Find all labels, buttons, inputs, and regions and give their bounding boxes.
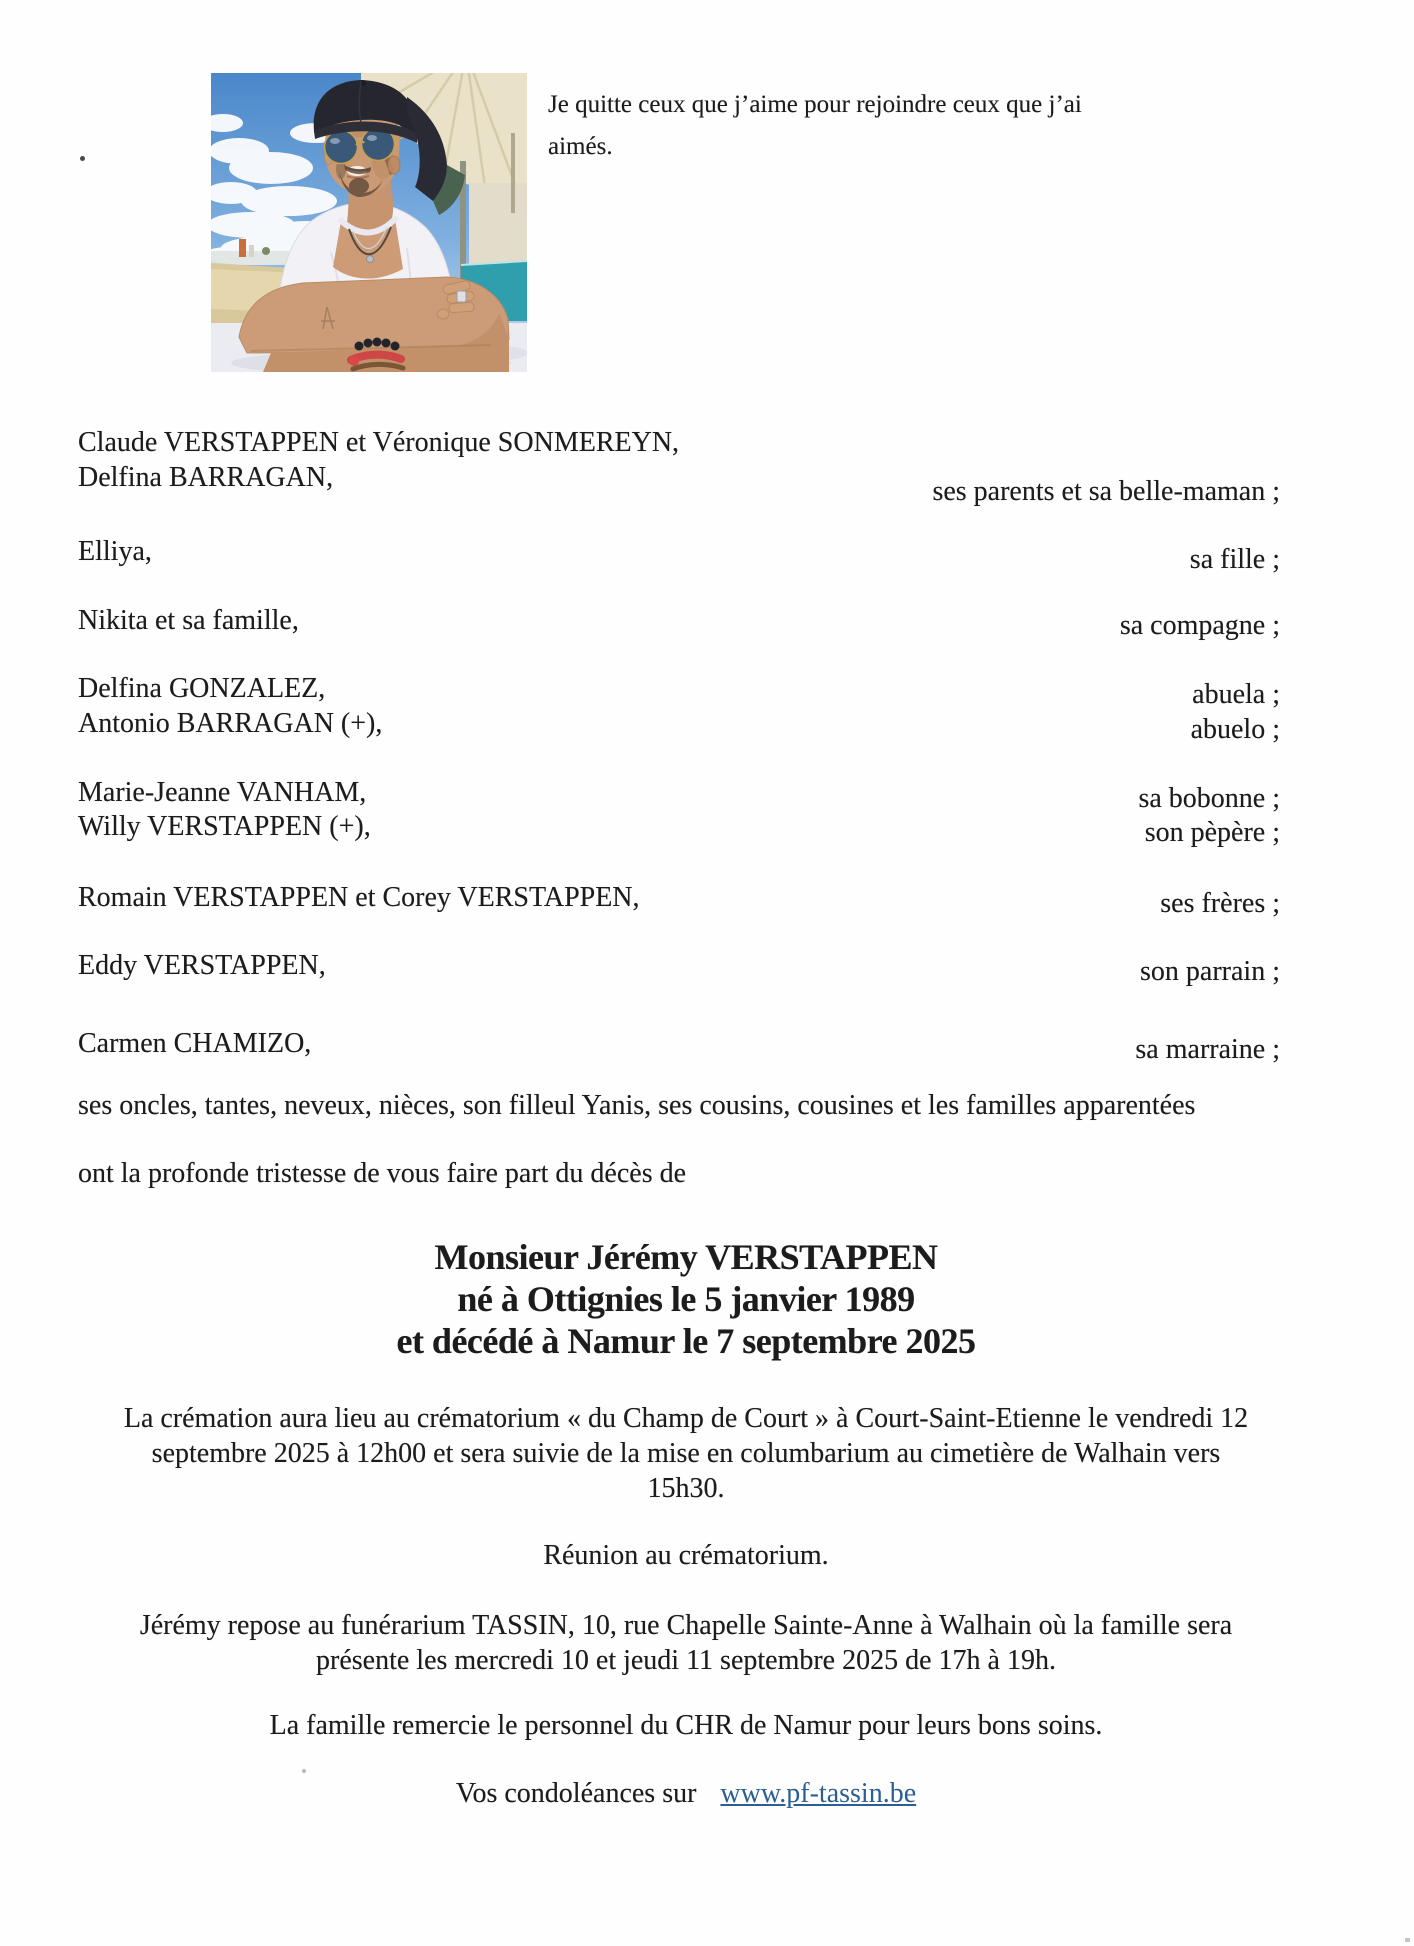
announcement-line: ont la profonde tristesse de vous faire part du décès de [78, 1158, 687, 1189]
relation-label: son pèpère ; [1144, 817, 1280, 848]
deceased-birth: né à Ottignies le 5 janvier 1989 [457, 1279, 915, 1319]
scan-artifact-dot [1405, 1938, 1410, 1942]
relation-label: sa marraine ; [1135, 1034, 1280, 1065]
family-name-line: Elliya, [78, 536, 152, 567]
repose-paragraph [0, 1608, 1372, 1678]
condolences-line [0, 1778, 1372, 1810]
family-name-line: Antonio BARRAGAN (+), [78, 708, 383, 739]
family-name-line: Claude VERSTAPPEN et Véronique SONMEREYN, [78, 427, 680, 458]
relation-label: son parrain ; [1140, 956, 1280, 987]
meeting-line: Réunion au crématorium. [543, 1540, 829, 1571]
cremation-line: septembre 2025 à 12h00 et sera suivie de la mise en columbarium au cimetière de Walhain vers [151, 1438, 1221, 1469]
family-name-line: Eddy VERSTAPPEN, [78, 950, 326, 981]
portrait-photo [211, 73, 527, 372]
relation-label: sa compagne ; [1119, 610, 1280, 641]
cremation-line: La crémation aura lieu au crématorium « du Champ de Court » à Court-Saint-Etienne le vendredi 12 [123, 1403, 1249, 1434]
epitaph-quote [548, 84, 1082, 168]
deceased-name: Monsieur Jérémy VERSTAPPEN [434, 1237, 938, 1277]
scan-artifact-dot [302, 1769, 306, 1773]
condolences-link[interactable]: www.pf-tassin.be [720, 1778, 917, 1809]
crossed-arms [239, 277, 509, 372]
relation-label: sa fille ; [1189, 544, 1280, 575]
family-name-line: Romain VERSTAPPEN et Corey VERSTAPPEN, [78, 882, 640, 913]
relation-label: abuelo ; [1190, 714, 1280, 745]
thanks-line: La famille remercie le personnel du CHR de Namur pour leurs bons soins. [269, 1710, 1103, 1741]
condolences-label: Vos condoléances sur [455, 1778, 697, 1809]
deceased-title-block [0, 1236, 1372, 1362]
epitaph-quote-line: Je quitte ceux que j’aime pour rejoindre ceux que j’ai [548, 91, 1082, 118]
relation-label: abuela ; [1192, 679, 1280, 710]
family-name-line: Marie-Jeanne VANHAM, [78, 777, 367, 808]
family-name-line: Delfina BARRAGAN, [78, 462, 334, 493]
epitaph-quote-line: aimés. [548, 133, 613, 160]
family-name-line: Willy VERSTAPPEN (+), [78, 811, 371, 842]
cremation-line: 15h30. [647, 1473, 725, 1504]
scan-artifact-dot [80, 156, 85, 161]
family-name-line: Delfina GONZALEZ, [78, 673, 326, 704]
relation-label: sa bobonne ; [1138, 783, 1280, 814]
deceased-death: et décédé à Namur le 7 septembre 2025 [396, 1321, 976, 1361]
relatives-line: ses oncles, tantes, neveux, nièces, son filleul Yanis, ses cousins, cousines et les familles apparentées [78, 1090, 1196, 1121]
family-name-line: Carmen CHAMIZO, [78, 1028, 312, 1059]
cremation-paragraph [0, 1401, 1372, 1506]
family-name-line: Nikita et sa famille, [78, 605, 299, 636]
repose-line: Jérémy repose au funérarium TASSIN, 10, rue Chapelle Sainte-Anne à Walhain où la famille sera [139, 1610, 1233, 1641]
portrait-photo-illustration [211, 73, 527, 372]
relation-label: ses frères ; [1160, 888, 1280, 919]
repose-line: présente les mercredi 10 et jeudi 11 septembre 2025 de 17h à 19h. [316, 1645, 1056, 1676]
relation-label: ses parents et sa belle-maman ; [932, 476, 1280, 507]
